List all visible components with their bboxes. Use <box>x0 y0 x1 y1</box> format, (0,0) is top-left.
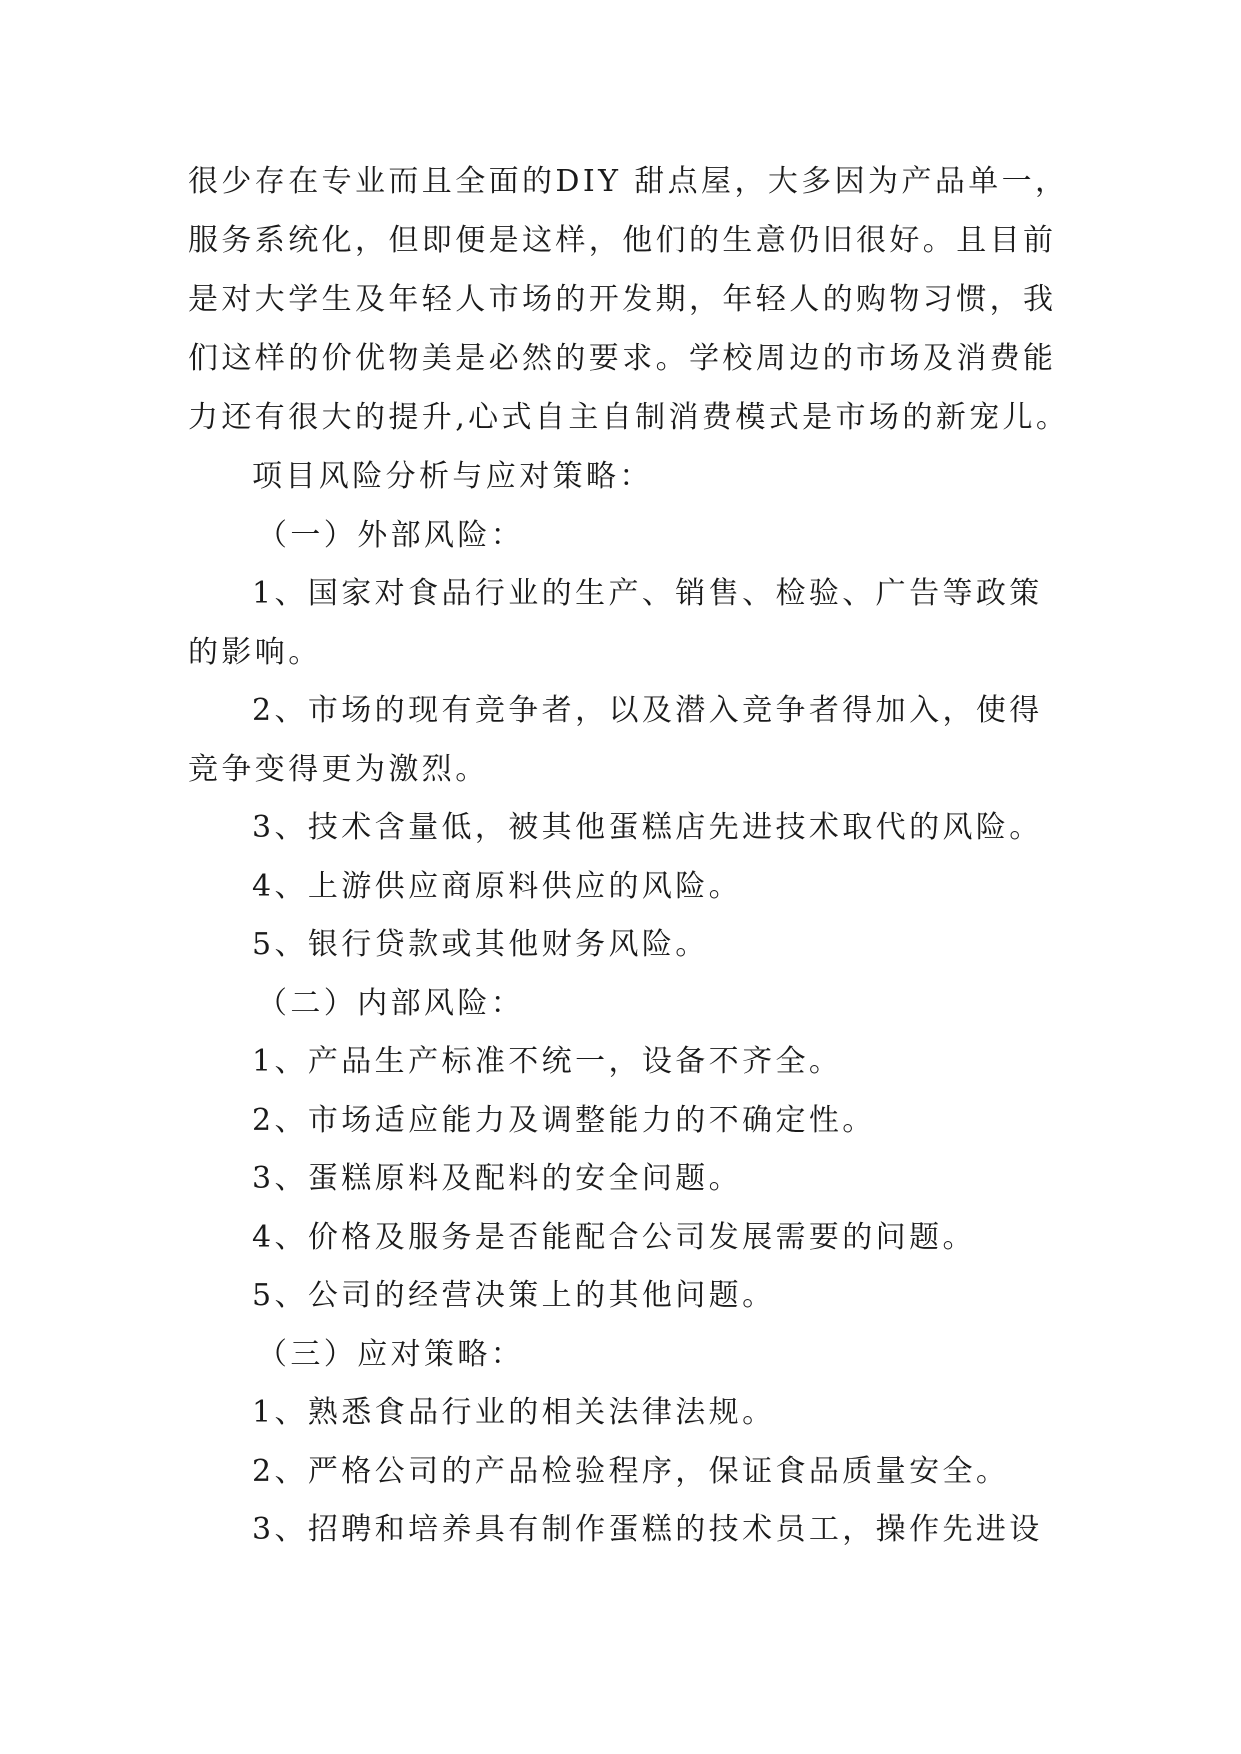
list-item: 2、市场的现有竞争者，以及潜入竞争者得加入，使得 <box>252 693 1043 728</box>
paragraph-line: 力还有很大的提升,心式自主自制消费模式是市场的新宠儿。 <box>188 400 1070 435</box>
list-item: 1、国家对食品行业的生产、销售、检验、广告等政策 <box>252 576 1043 611</box>
subsection-heading: （一）外部风险： <box>257 518 525 553</box>
list-item: 3、蛋糕原料及配料的安全问题。 <box>252 1161 743 1196</box>
list-item-continuation: 的影响。 <box>188 635 322 670</box>
list-item: 2、市场适应能力及调整能力的不确定性。 <box>252 1103 876 1138</box>
list-item: 2、严格公司的产品检验程序，保证食品质量安全。 <box>252 1454 1010 1489</box>
list-item: 3、技术含量低，被其他蛋糕店先进技术取代的风险。 <box>252 810 1043 845</box>
section-heading: 项目风险分析与应对策略： <box>252 459 653 494</box>
paragraph-line: 是对大学生及年轻人市场的开发期，年轻人的购物习惯，我 <box>188 282 1057 317</box>
list-item: 3、招聘和培养具有制作蛋糕的技术员工，操作先进设 <box>252 1512 1043 1547</box>
list-item: 1、产品生产标准不统一，设备不齐全。 <box>252 1044 843 1079</box>
subsection-heading: （二）内部风险： <box>257 986 525 1021</box>
paragraph-line: 很少存在专业而且全面的DIY 甜点屋，大多因为产品单一， <box>188 164 1069 199</box>
paragraph-line: 们这样的价优物美是必然的要求。学校周边的市场及消费能 <box>188 341 1057 376</box>
list-item: 4、上游供应商原料供应的风险。 <box>252 869 743 904</box>
subsection-heading: （三）应对策略： <box>257 1337 525 1372</box>
list-item: 4、价格及服务是否能配合公司发展需要的问题。 <box>252 1220 976 1255</box>
paragraph-line: 服务系统化，但即便是这样，他们的生意仍旧很好。且目前 <box>188 223 1057 258</box>
list-item: 1、熟悉食品行业的相关法律法规。 <box>252 1395 776 1430</box>
list-item: 5、公司的经营决策上的其他问题。 <box>252 1278 776 1313</box>
list-item-continuation: 竞争变得更为激烈。 <box>188 752 489 787</box>
list-item: 5、银行贷款或其他财务风险。 <box>252 927 709 962</box>
